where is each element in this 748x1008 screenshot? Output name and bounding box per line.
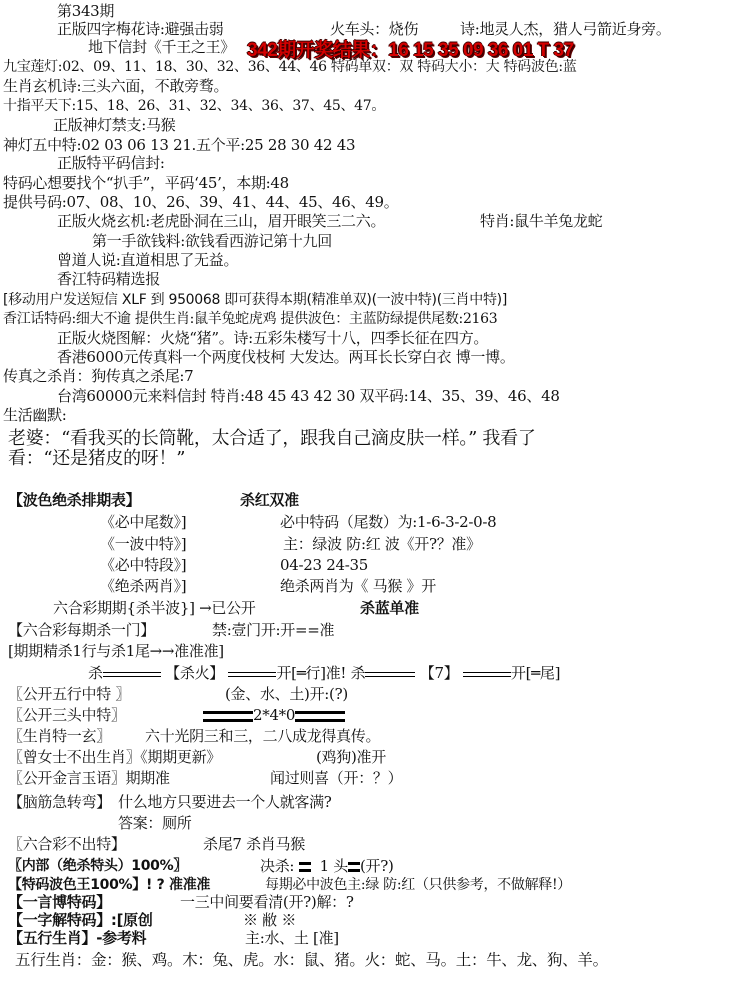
shizhi-line: 十指平天下:15、18、26、31、32、34、36、37、45、47。 xyxy=(3,98,386,114)
humor-line-1: 老婆：“看我买的长筒靴，太合适了，跟我自己滴皮肤一样。” 我看了 xyxy=(8,428,536,449)
zeng-label: 〖曾女士不出生肖〗《期期更新》 xyxy=(8,748,222,766)
divider xyxy=(103,672,161,677)
plum-poem: 正版四字梅花诗:避强击弱 xyxy=(57,20,224,38)
shendeng-jinzhi: 正版神灯禁支:马猴 xyxy=(53,116,176,134)
zengdaoren-line: 曾道人说:直道相思了无益。 xyxy=(57,251,239,269)
table-row-value: 绝杀两肖为《 马猴 》开 xyxy=(280,577,436,595)
table-title: 【波色绝杀排期表】 xyxy=(8,491,141,509)
naojin-label: 【脑筋急转弯】 xyxy=(8,793,111,811)
wuxing-value: (金、水、土)开:(?) xyxy=(225,685,348,703)
bose-wang-value: 每期必中波色主:绿 防:红（只供参考，不做解释!） xyxy=(265,877,572,893)
qiqi-line: [期期精杀1行与杀1尾→→准准准] xyxy=(8,642,224,660)
sha-seven-text: 【7】 xyxy=(419,664,459,682)
bar-icon xyxy=(299,862,311,872)
bar-icon xyxy=(295,711,345,722)
zeng-value: (鸡狗)准开 xyxy=(316,748,386,766)
poem: 诗:地灵人杰，猎人弓箭近身旁。 xyxy=(460,20,671,38)
jinyan-value: 闻过则喜（开：？） xyxy=(270,769,403,787)
table-row-label: 《绝杀两肖》] xyxy=(100,577,187,595)
tigong-line: 提供号码:07、08、10、26、39、41、44、45、46、49。 xyxy=(3,193,399,211)
buchute-value: 杀尾7 杀肖马猴 xyxy=(203,835,305,853)
buchute-label: 〖六合彩不出特】 xyxy=(8,835,126,853)
envelope-title: 地下信封《千王之王》 xyxy=(88,38,236,56)
divider xyxy=(365,672,415,677)
sha-fire-text: 【杀火】 xyxy=(165,664,224,682)
result-banner: 342期开奖结果：16 15 35 09 36 01 T 37 xyxy=(247,40,574,61)
huoshao-tujie: 正版火烧图解：火烧“猪”。诗:五彩朱楼写十八，四季长征在四方。 xyxy=(57,329,489,347)
xiangjiang-title: 香江特码精选报 xyxy=(57,270,160,288)
table-row-value: 04-23 24-35 xyxy=(280,556,368,574)
table-title-right: 杀红双准 xyxy=(240,491,299,509)
meiqi-value: 禁:壹门开:开==准 xyxy=(212,621,335,639)
table-row-value: 必中特码（尾数）为:1-6-3-2-0-8 xyxy=(280,513,497,531)
diyishou-line: 第一手欲钱料:欲钱看西游记第十九回 xyxy=(92,232,332,250)
meiqi-label: 【六合彩每期杀一门】 xyxy=(8,621,156,639)
tepingma-title: 正版特平码信封: xyxy=(57,154,165,172)
jiubao-line: 九宝莲灯:02、09、11、18、30、32、36、44、46 特码单双：双 特码大小：大 特码波色:蓝 xyxy=(3,59,577,75)
santou-value: 2*4*0 xyxy=(203,706,345,724)
santou-label: 〖公开三头中特〗 xyxy=(8,706,126,724)
hongkong-line: 香港6000元传真料一个两度伐枝柯 大发达。两耳长长穿白衣 博一博。 xyxy=(57,348,515,366)
table-row-label: 《必中尾数》] xyxy=(100,513,187,531)
neibu-value: 决杀: 1 头 (开?) xyxy=(260,857,394,875)
wuxing-sx-label: 【五行生肖】-参考料 xyxy=(8,929,147,947)
shengxiao-yixuan-value: 六十光阴三和三，二八成龙得真传。 xyxy=(145,727,381,745)
naojin-answer: 答案：厕所 xyxy=(118,814,192,832)
shengxiao-poem: 生肖玄机诗:三头六面，不敢旁骛。 xyxy=(3,77,229,95)
neibu-label: 〖内部（绝杀特头）100%〗 xyxy=(8,858,188,874)
bar-icon xyxy=(203,711,253,722)
wuxing-sx-value: 主:水、土 [准] xyxy=(245,929,339,947)
bose-wang-label: 【特码波色王100%】! ? 准准准 xyxy=(8,877,211,893)
chuanzhen-line: 传真之杀肖：狗传真之杀尾:7 xyxy=(3,367,194,385)
table-row-value: 主：绿波 防:红 波《开?？准》 xyxy=(283,535,481,553)
humor-line-2: 看：“还是猪皮的呀！” xyxy=(8,448,186,469)
jinyan-label: 〖公开金言玉语〗期期准 xyxy=(8,769,170,787)
train-head: 火车头：烧伤 xyxy=(330,20,419,38)
yizi-label: 【一字解特码】:[原创 xyxy=(8,911,153,929)
huoshao-line: 正版火烧玄机:老虎卧洞在三山，眉开眼笑三二六。 xyxy=(57,212,386,230)
sha-line xyxy=(88,664,560,682)
humor-title: 生活幽默: xyxy=(3,406,67,424)
bar-icon xyxy=(348,862,360,872)
sha-text: 开[═行]准! 杀 xyxy=(276,664,366,682)
wuxing-list: 五行生肖：金：猴、鸡。木：兔、虎。水：鼠、猪。火：蛇、马。土：牛、龙、狗、羊。 xyxy=(15,951,608,969)
sha-text: 开[═尾] xyxy=(510,664,561,682)
shendeng-five: 神灯五中特:02 03 06 13 21.五个平:25 28 30 42 43 xyxy=(3,136,356,154)
table-row-label: 《一波中特》] xyxy=(100,535,187,553)
naojin-question: 什么地方只要进去一个人就客满? xyxy=(118,793,332,811)
banbo-right: 杀蓝单准 xyxy=(360,599,419,617)
yiyan-value: 一三中间要看清(开?)解：? xyxy=(180,893,354,911)
wuxing-label: 〖公开五行中特 〗 xyxy=(8,685,131,703)
divider xyxy=(463,672,511,677)
sms-line: [移动用户发送短信 XLF 到 950068 即可获得本期(精准单双)(一波中特)(三肖中特)] xyxy=(3,292,507,308)
issue-number: 第343期 xyxy=(57,2,115,20)
taiwan-line: 台湾60000元来料信封 特肖:48 45 43 42 30 双平码:14、35、39、46、48 xyxy=(57,387,560,405)
banbo-line: 六合彩期期{杀半波}] →已公开 xyxy=(53,599,256,617)
shengxiao-yixuan-label: 〖生肖特一玄〗 xyxy=(8,727,111,745)
texiao-line: 特肖:鼠牛羊兔龙蛇 xyxy=(480,212,603,230)
table-row-label: 《必中特段》] xyxy=(100,556,187,574)
xinxiang-line: 特码心想要找个“扒手”，平码‘45’，本期:48 xyxy=(3,174,289,192)
divider xyxy=(228,672,276,677)
yizi-value: ※ 敝 ※ xyxy=(243,911,297,929)
xiangjiang-hua: 香江话特码:细大不逾 提供生肖:鼠羊兔蛇虎鸡 提供波色：主蓝防绿提供尾数:2163 xyxy=(3,311,498,327)
sha-text: 杀 xyxy=(88,664,103,682)
yiyan-label: 【一言博特码】 xyxy=(8,893,111,911)
